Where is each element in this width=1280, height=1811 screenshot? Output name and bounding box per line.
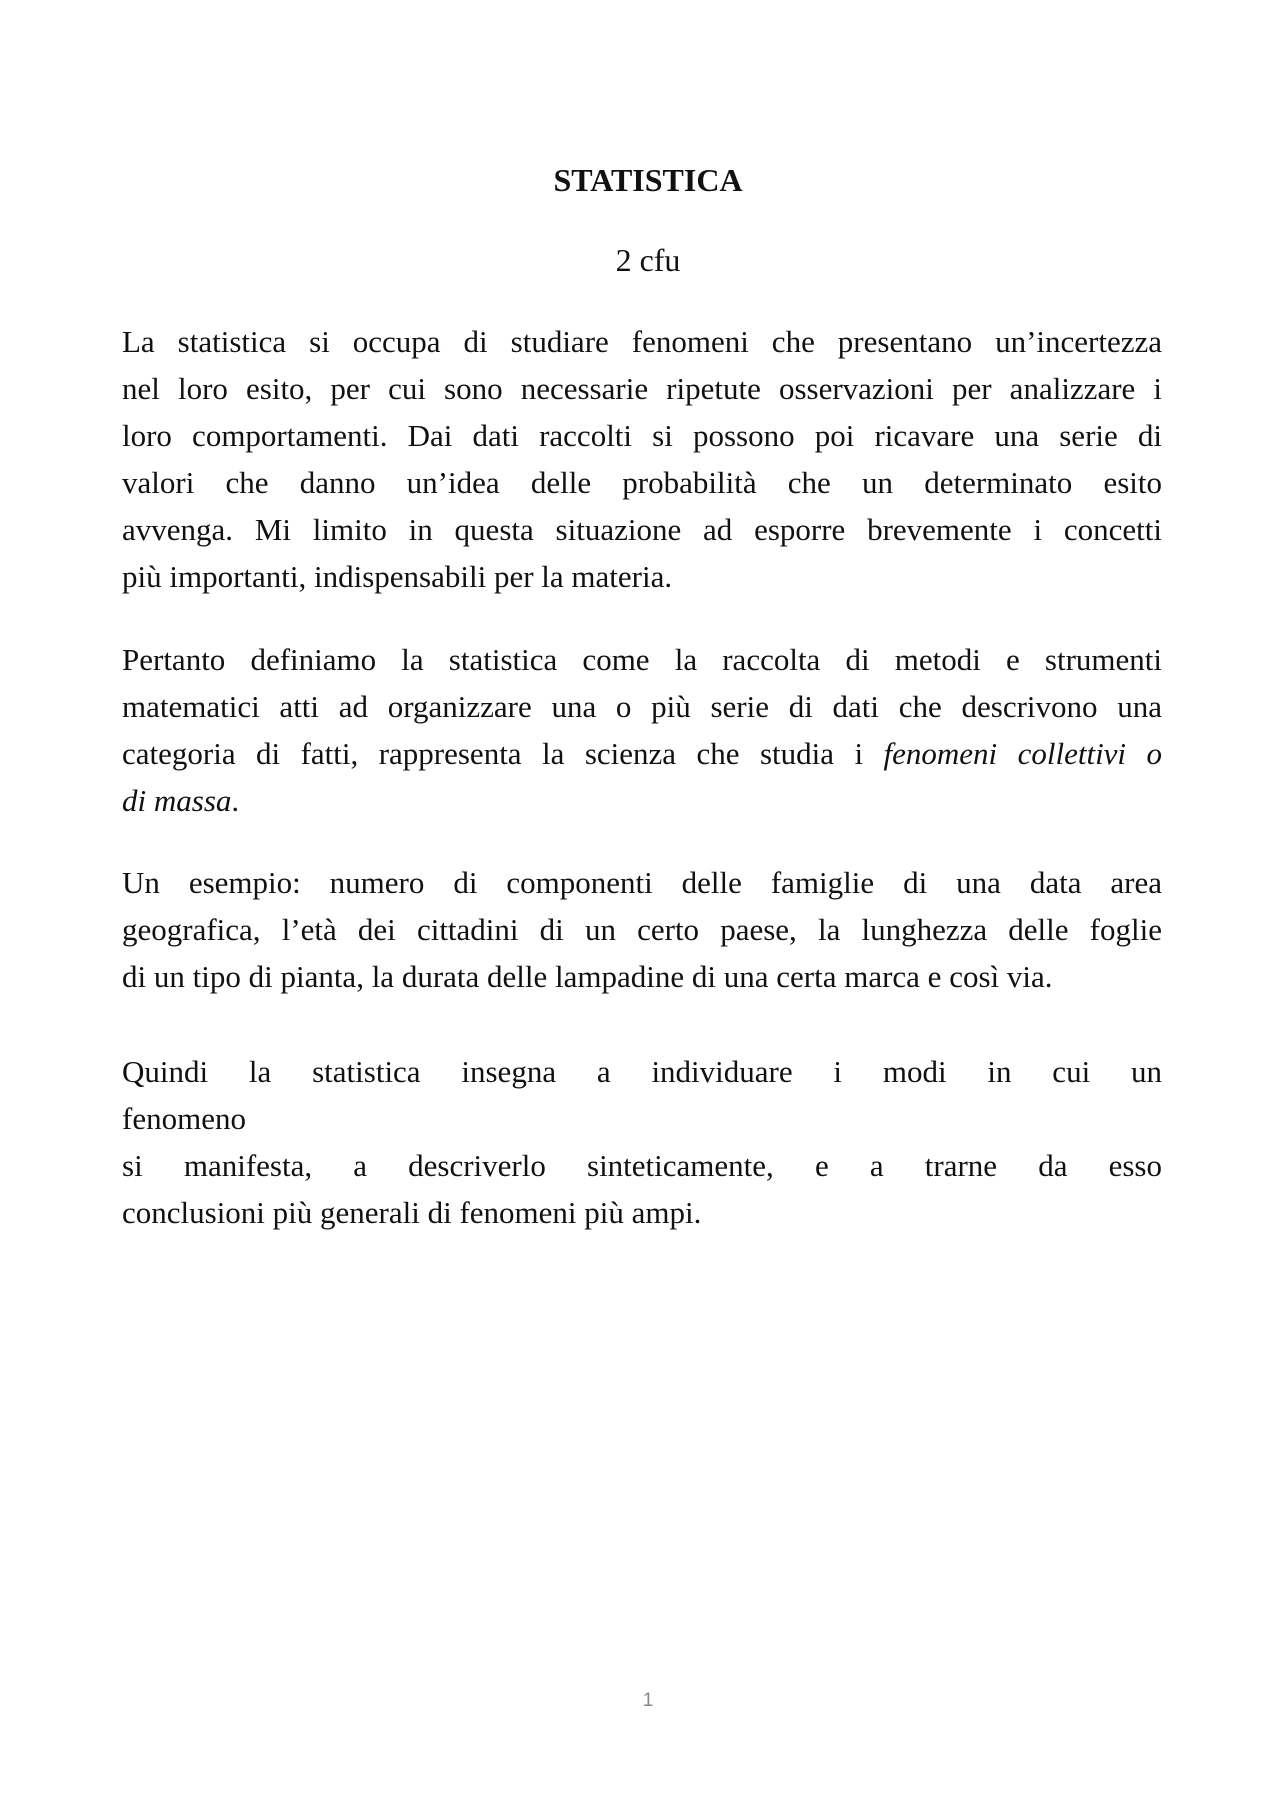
paragraph-line-mixed	[122, 730, 1162, 777]
paragraph-line: avvenga. Mi limito in questa situazione ad esporre brevemente i concetti	[122, 512, 1162, 547]
paragraph-line: fenomeno	[122, 1101, 246, 1136]
document-title: STATISTICA	[553, 162, 743, 198]
italic-term: di massa	[122, 783, 232, 818]
paragraph-definition	[122, 636, 1162, 824]
paragraph-line: più importanti, indispensabili per la materia.	[122, 559, 673, 594]
paragraph-text: categoria di fatti, rappresenta la scienza che studia i	[122, 736, 884, 771]
paragraph-conclusion	[122, 1048, 1162, 1236]
page-number: 1	[642, 1690, 654, 1711]
paragraph-line: conclusioni più generali di fenomeni più ampi.	[122, 1195, 702, 1230]
paragraph-line: nel loro esito, per cui sono necessarie ripetute osservazioni per analizzare i	[122, 371, 1162, 406]
paragraph-line: matematici atti ad organizzare una o più serie di dati che descrivono una	[122, 689, 1162, 724]
paragraph-line: di un tipo di pianta, la durata delle lampadine di una certa marca e così via.	[122, 959, 1053, 994]
paragraph-line: valori che danno un’idea delle probabilità che un determinato esito	[122, 465, 1162, 500]
paragraph-line: La statistica si occupa di studiare fenomeni che presentano un’incertezza	[122, 324, 1162, 359]
paragraph-line-mixed	[122, 777, 1162, 824]
document-subtitle: 2 cfu	[615, 242, 681, 278]
paragraph-line: Quindi la statistica insegna a individuare i modi in cui un	[122, 1054, 1162, 1089]
paragraph-line: si manifesta, a descriverlo sinteticamente, e a trarne da esso	[122, 1148, 1162, 1183]
paragraph-line: Un esempio: numero di componenti delle famiglie di una data area	[122, 865, 1162, 900]
paragraph-text: .	[231, 783, 240, 818]
paragraph-line: geografica, l’età dei cittadini di un certo paese, la lunghezza delle foglie	[122, 912, 1162, 947]
italic-term: fenomeni collettivi o	[883, 736, 1162, 771]
paragraph-intro	[122, 318, 1162, 600]
paragraph-example	[122, 859, 1162, 1000]
paragraph-line: Pertanto definiamo la statistica come la raccolta di metodi e strumenti	[122, 642, 1162, 677]
paragraph-line: loro comportamenti. Dai dati raccolti si possono poi ricavare una serie di	[122, 418, 1162, 453]
